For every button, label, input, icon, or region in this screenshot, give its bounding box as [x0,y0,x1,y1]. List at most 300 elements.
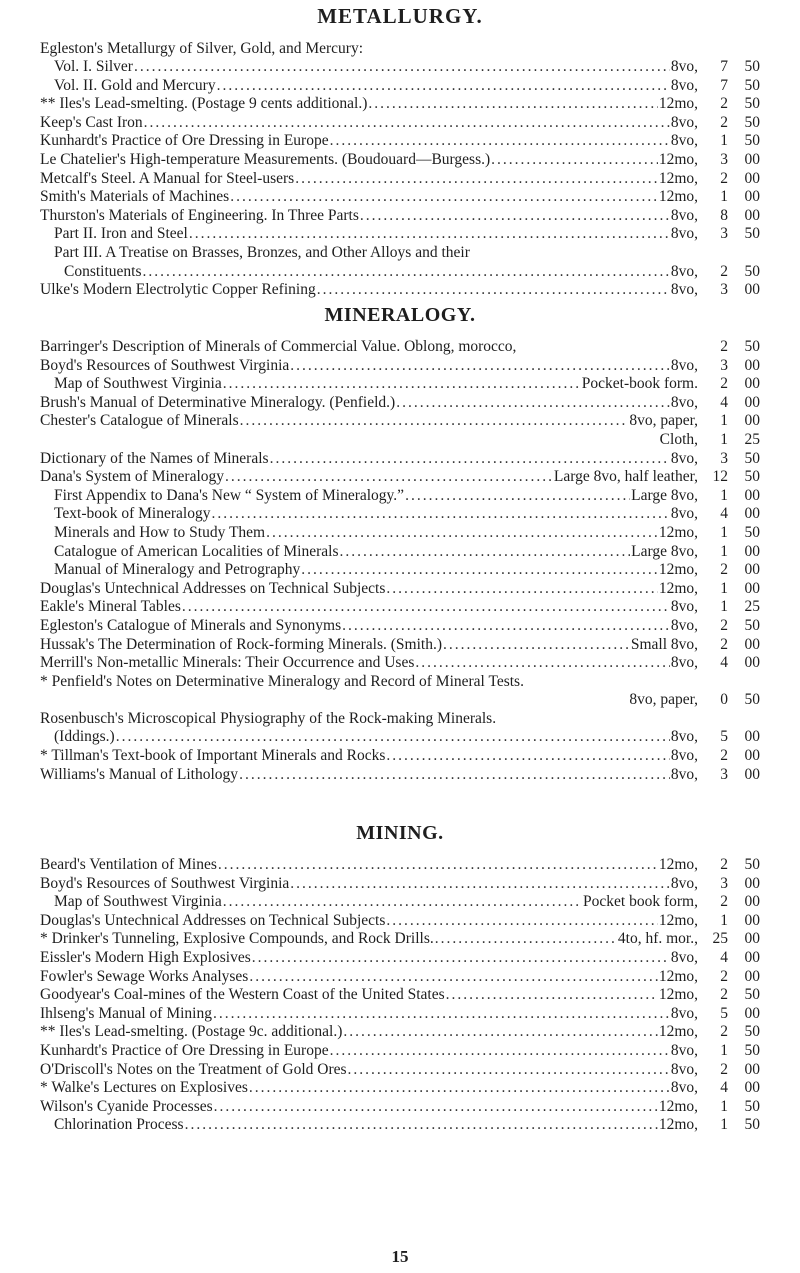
entry-title: Thurston's Materials of Engineering. In Three Parts [40,206,359,224]
entry-title: Ulke's Modern Electrolytic Copper Refining [40,281,316,299]
entry-format: Small 8vo, [630,635,698,653]
entry-format: 8vo, [670,747,698,765]
entry-price [698,580,760,599]
entry-format: 8vo, [670,874,698,892]
entry-title: * Tillman's Text-book of Important Minerals and Rocks [40,747,386,765]
price-cents: 00 [744,1060,760,1078]
price-dollars: 2 [720,635,728,653]
entry-price [698,1098,760,1117]
entry-format: 8vo, [670,76,698,94]
entry-price [698,338,760,357]
catalog-entry [40,543,760,562]
entry-title: Chlorination Process [54,1116,184,1134]
entry-format: 8vo, [670,728,698,746]
page-number: 15 [391,1247,409,1266]
dot-leader [491,151,658,170]
dot-leader [317,281,670,300]
price-cents: 50 [744,95,760,113]
price-cents: 00 [744,765,760,783]
catalog-entry [40,132,760,151]
entry-price [698,912,760,931]
price-cents: 00 [744,874,760,892]
catalog-entry [40,636,760,655]
entry-price [698,450,760,469]
price-dollars: 2 [720,169,728,187]
entry-format: 8vo, [670,393,698,411]
entry-price [698,394,760,413]
catalog-entry [40,505,760,524]
catalog-entry [40,949,760,968]
dot-leader [211,505,669,524]
catalog-entry [40,207,760,226]
metallurgy-list [40,40,760,300]
dot-leader [386,747,669,766]
entry-title: Douglas's Untechnical Addresses on Technical Subjects [40,579,386,597]
entry-format: 12mo, [658,188,698,206]
price-cents: 00 [744,150,760,168]
price-dollars: 1 [720,911,728,929]
price-cents: 00 [744,356,760,374]
entry-price [698,986,760,1005]
entry-title: Egleston's Catalogue of Minerals and Synonyms [40,616,342,634]
running-head: METALLURGY. [317,4,483,28]
entry-title: * Drinker's Tunneling, Explosive Compounds, and Rock Drills. [40,930,434,948]
entry-price [698,1023,760,1042]
entry-title: ** Iles's Lead-smelting. (Postage 9c. additional.) [40,1023,343,1041]
entry-format: Cloth, [659,430,698,448]
price-cents: 00 [744,747,760,765]
price-dollars: 4 [720,654,728,672]
catalog-entry [40,1116,760,1135]
price-dollars: 25 [712,930,728,948]
price-cents: 25 [744,430,760,448]
dot-leader [214,1098,658,1117]
dot-leader [330,132,670,151]
entry-title: Merrill's Non-metallic Minerals: Their Occurrence and Uses [40,654,415,672]
price-cents: 00 [744,188,760,206]
dot-leader [217,77,670,96]
price-dollars: 1 [720,542,728,560]
entry-price [698,412,760,431]
catalog-entry [40,710,760,729]
price-dollars: 2 [720,95,728,113]
entry-title: Williams's Manual of Lithology [40,765,239,783]
catalog-entry [40,431,760,450]
entry-title: ** Iles's Lead-smelting. (Postage 9 cents additional.) [40,95,368,113]
price-cents: 50 [744,449,760,467]
entry-price [698,654,760,673]
dot-leader [446,986,658,1005]
price-dollars: 7 [720,76,728,94]
entry-price [698,728,760,747]
entry-price [698,431,760,450]
dot-leader [360,207,670,226]
dot-leader [340,543,631,562]
dot-leader [405,487,630,506]
price-dollars: 4 [720,948,728,966]
price-dollars: 2 [720,856,728,873]
dot-leader [239,766,670,785]
price-cents: 00 [744,169,760,187]
entry-format: 8vo, [670,1041,698,1059]
catalog-entry [40,617,760,636]
entry-title: Part II. Iron and Steel [54,225,188,243]
price-cents: 00 [744,393,760,411]
price-cents: 00 [744,1079,760,1097]
dot-leader [134,58,670,77]
price-dollars: 1 [720,1041,728,1059]
entry-price [698,930,760,949]
entry-price [698,598,760,617]
entry-format: 8vo, [670,1004,698,1022]
dot-leader [396,394,670,413]
price-dollars: 1 [720,523,728,541]
price-cents: 00 [744,542,760,560]
entry-format: 12mo, [658,911,698,929]
entry-price [698,487,760,506]
entry-price [698,58,760,77]
entry-format: 8vo, [670,598,698,616]
price-cents: 50 [744,113,760,131]
catalog-entry [40,1005,760,1024]
catalog-entry [40,893,760,912]
catalog-entry [40,188,760,207]
entry-price [698,1042,760,1061]
entry-price [698,151,760,170]
price-cents: 00 [744,654,760,672]
entry-price [698,170,760,189]
catalog-entry [40,673,760,692]
entry-format: Pocket-book form. [581,375,698,393]
entry-title: Rosenbusch's Microscopical Physiography of the Rock-making Minerals. [40,709,497,727]
entry-title: Constituents [64,262,142,280]
price-dollars: 1 [720,1097,728,1115]
catalog-entry [40,875,760,894]
dot-leader [185,1116,658,1135]
entry-title: Metcalf's Steel. A Manual for Steel-users [40,169,295,187]
price-cents: 00 [744,206,760,224]
price-dollars: 1 [720,412,728,430]
entry-format: 12mo, [658,561,698,579]
entry-format: 8vo, [670,225,698,243]
price-cents: 50 [744,523,760,541]
entry-title: Smith's Materials of Machines [40,188,230,206]
entry-format: 12mo, [658,523,698,541]
price-dollars: 2 [720,893,728,911]
entry-title: Dana's System of Mineralogy [40,468,225,486]
price-cents: 00 [744,911,760,929]
catalog-entry [40,412,760,431]
dot-leader [230,188,658,207]
entry-format: Pocket book form, [583,893,698,911]
entry-title: Le Chatelier's High-temperature Measurements. (Boudouard—Burgess.) [40,150,491,168]
dot-leader [240,412,629,431]
price-dollars: 5 [720,728,728,746]
entry-title: Map of Southwest Virginia [54,375,222,393]
dot-leader [223,893,582,912]
entry-title: Minerals and How to Study Them [54,523,266,541]
dot-leader [348,1061,670,1080]
dot-leader [189,225,670,244]
dot-leader [225,468,553,487]
dot-leader [290,875,670,894]
dot-leader [252,949,670,968]
price-cents: 50 [744,262,760,280]
entry-format: 4to, hf. mor., [617,930,698,948]
price-dollars: 3 [720,449,728,467]
price-cents: 50 [744,132,760,150]
entry-format: 8vo, [670,113,698,131]
catalog-entry [40,77,760,96]
catalog-entry [40,968,760,987]
dot-leader [342,617,670,636]
dot-leader [218,856,658,875]
entry-price [698,244,760,263]
price-cents: 50 [744,76,760,94]
price-cents: 50 [744,338,760,355]
entry-format: 8vo, [670,132,698,150]
price-cents: 00 [744,579,760,597]
entry-price [698,375,760,394]
entry-price [698,561,760,580]
catalog-entry [40,1079,760,1098]
entry-format: 8vo, [670,206,698,224]
price-cents: 00 [744,1004,760,1022]
catalog-entry [40,170,760,189]
price-dollars: 4 [720,505,728,523]
entry-price [698,1005,760,1024]
entry-title: * Walke's Lectures on Explosives [40,1079,248,1097]
price-dollars: 2 [720,338,728,355]
entry-title: Brush's Manual of Determinative Mineralogy. (Penfield.) [40,393,396,411]
catalog-entry [40,912,760,931]
entry-title: Vol. II. Gold and Mercury [54,76,216,94]
dot-leader [249,968,657,987]
price-dollars: 5 [720,1004,728,1022]
catalog-entry [40,598,760,617]
entry-format: 8vo, [670,765,698,783]
dot-leader [330,1042,670,1061]
entry-title: Hussak's The Determination of Rock-forming Minerals. (Smith.) [40,635,442,653]
group-title: Egleston's Metallurgy of Silver, Gold, and Mercury: [40,40,364,57]
price-cents: 50 [744,856,760,873]
entry-format: 12mo, [658,95,698,113]
entry-format: Large 8vo, half leather, [553,468,698,486]
entry-price [698,1061,760,1080]
price-cents: 00 [744,281,760,299]
dot-leader [144,114,670,133]
dot-leader [249,1079,670,1098]
entry-format: 12mo, [658,967,698,985]
price-dollars: 3 [720,150,728,168]
entry-format: 8vo, [670,262,698,280]
entry-format: 8vo, [670,616,698,634]
price-dollars: 0 [720,691,728,709]
price-dollars: 1 [720,430,728,448]
dot-leader [182,598,670,617]
entry-price [698,357,760,376]
entry-price [698,747,760,766]
entry-format: 8vo, [670,58,698,75]
entry-price [698,617,760,636]
dot-leader [301,561,658,580]
entry-format: 12mo, [658,986,698,1004]
price-dollars: 3 [720,874,728,892]
section-heading-mineralogy: MINERALOGY. [324,304,476,326]
price-cents: 50 [744,691,760,709]
price-cents: 00 [744,375,760,393]
price-dollars: 2 [720,561,728,579]
entry-format: 8vo, [670,449,698,467]
price-dollars: 2 [720,113,728,131]
entry-price [698,710,760,729]
entry-title: Kunhardt's Practice of Ore Dressing in Europe [40,1041,329,1059]
entry-title: Dictionary of the Names of Minerals [40,449,269,467]
dot-leader [343,1023,657,1042]
entry-format: 12mo, [658,579,698,597]
entry-format: 12mo, [658,856,698,873]
price-cents: 50 [744,616,760,634]
entry-title: Ihlseng's Manual of Mining [40,1004,212,1022]
catalog-entry [40,1061,760,1080]
entry-format: 8vo, [670,1060,698,1078]
price-dollars: 1 [720,598,728,616]
entry-title: Chester's Catalogue of Minerals [40,412,239,430]
entry-title: Text-book of Mineralogy [54,505,211,523]
catalog-entry [40,151,760,170]
price-dollars: 2 [720,375,728,393]
price-cents: 00 [744,967,760,985]
entry-format: 12mo, [658,169,698,187]
entry-price [698,691,760,710]
price-dollars: 1 [720,132,728,150]
entry-price [698,188,760,207]
catalog-entry [40,856,760,875]
price-cents: 50 [744,1097,760,1115]
price-dollars: 2 [720,747,728,765]
entry-price [698,263,760,282]
price-dollars: 4 [720,1079,728,1097]
catalog-entry [40,244,760,263]
dot-leader [116,728,670,747]
entry-title: Eissler's Modern High Explosives [40,948,251,966]
price-dollars: 1 [720,1116,728,1134]
entry-price [698,77,760,96]
dot-leader [386,912,657,931]
entry-format: 8vo, [670,948,698,966]
catalog-entry [40,524,760,543]
entry-title: Part III. A Treatise on Brasses, Bronzes, and Other Alloys and their [54,243,470,261]
entry-price [698,875,760,894]
price-cents: 00 [744,505,760,523]
price-dollars: 8 [720,206,728,224]
catalog-entry [40,114,760,133]
catalog-entry [40,930,760,949]
entry-format: Large 8vo, [631,542,698,560]
catalog-entry [40,338,760,357]
catalog-entry [40,1023,760,1042]
catalog-entry [40,281,760,300]
entry-price [698,893,760,912]
entry-format: 8vo, [670,654,698,672]
dot-leader [415,654,669,673]
entry-format: 12mo, [658,1097,698,1115]
catalog-entry [40,728,760,747]
entry-title: Wilson's Cyanide Processes [40,1097,213,1115]
entry-price [698,505,760,524]
entry-price [698,468,760,487]
catalog-entry [40,766,760,785]
catalog-entry [40,95,760,114]
entry-title: Boyd's Resources of Southwest Virginia [40,356,290,374]
price-dollars: 2 [720,986,728,1004]
entry-price [698,856,760,875]
entry-title: (Iddings.) [54,728,115,746]
entry-title: * Penfield's Notes on Determinative Mineralogy and Record of Mineral Tests. [40,672,524,690]
entry-format: 12mo, [658,1116,698,1134]
catalog-entry [40,58,760,77]
entry-title: O'Driscoll's Notes on the Treatment of Gold Ores [40,1060,347,1078]
catalog-entry [40,375,760,394]
catalog-entry [40,986,760,1005]
price-cents: 00 [744,486,760,504]
dot-leader [295,170,658,189]
price-cents: 50 [744,1023,760,1041]
price-dollars: 2 [720,1023,728,1041]
price-cents: 50 [744,58,760,75]
price-dollars: 7 [720,58,728,75]
section-heading-mining: MINING. [356,822,444,844]
price-cents: 00 [744,948,760,966]
entry-title: Manual of Mineralogy and Petrography [54,561,301,579]
dot-leader [435,930,617,949]
price-cents: 50 [744,225,760,243]
price-cents: 50 [744,1041,760,1059]
entry-price [698,225,760,244]
catalog-entry [40,1098,760,1117]
entry-format: Large 8vo, [631,486,698,504]
price-dollars: 3 [720,765,728,783]
dot-leader [266,524,658,543]
entry-format: 8vo, [670,356,698,374]
entry-price [698,95,760,114]
price-dollars: 1 [720,579,728,597]
catalog-entry [40,357,760,376]
entry-format: 8vo, [670,505,698,523]
price-dollars: 3 [720,281,728,299]
price-dollars: 2 [720,967,728,985]
entry-title: Keep's Cast Iron [40,113,143,131]
entry-price [698,1079,760,1098]
price-dollars: 2 [720,262,728,280]
dot-leader [290,357,670,376]
price-dollars: 1 [720,188,728,206]
price-cents: 50 [744,468,760,486]
entry-format: 8vo, paper, [629,412,698,430]
dot-leader [143,263,670,282]
dot-leader [270,450,670,469]
entry-price [698,1116,760,1135]
entry-format: 12mo, [658,150,698,168]
entry-format: 8vo, [670,281,698,299]
entry-format: 12mo, [658,1023,698,1041]
mining-list [40,856,760,1135]
entry-price [698,114,760,133]
price-cents: 00 [744,561,760,579]
entry-format: 8vo, paper, [629,691,698,709]
price-cents: 00 [744,728,760,746]
entry-title: Map of Southwest Virginia [54,893,222,911]
